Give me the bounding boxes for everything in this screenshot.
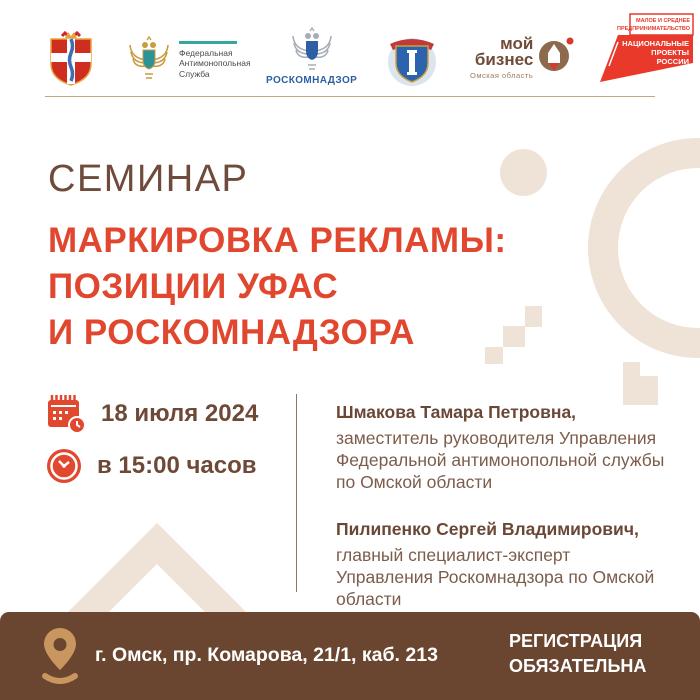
date-row [46,394,286,434]
title-line: И РОСКОМНАДЗОРА [48,313,415,352]
location-pin-icon [38,626,82,684]
datetime-block [46,394,286,498]
decor-dot [500,149,547,196]
national-projects-flag-icon [592,8,698,88]
natproject-line2: ПРОЕКТЫ [651,48,689,57]
fas-caption-line: Служба [179,68,210,79]
calendar-icon [46,394,86,434]
title-line: ПОЗИЦИИ УФАС [48,267,339,306]
natproject-top-label-1: МАЛОЕ И СРЕДНЕЕ [636,18,690,24]
vertical-divider [296,394,297,592]
natproject-top-label-2: ПРЕДПРИНИМАТЕЛЬСТВО [617,26,690,32]
registration-line: ОБЯЗАТЕЛЬНА [509,656,647,676]
fas-caption [179,41,251,80]
moi-biznes-word2: бизнес [474,50,534,69]
registration-note [509,629,646,679]
clock-icon [46,448,82,484]
decor-l-square [640,376,658,405]
decor-l-square [623,362,640,405]
omsk-city-coat-of-arms-logo [384,30,440,93]
footer-bar [0,612,700,700]
event-address: г. Омск, пр. Комарова, 21/1, каб. 213 [95,644,438,666]
decor-stair-step [525,306,542,327]
roskomnadzor-label: РОСКОМНАДЗОР [266,75,358,86]
moi-biznes-rocket-icon [538,36,574,86]
moi-biznes-region: Омская область [470,71,534,80]
speakers-block [336,402,672,636]
registration-line: РЕГИСТРАЦИЯ [509,631,643,651]
roskomnadzor-eagle-icon [286,27,338,73]
natproject-line3: РОССИИ [656,57,689,66]
roskomnadzor-logo [266,27,357,86]
seminar-kicker: СЕМИНАР [48,158,249,200]
speaker-name: Шмакова Тамара Петровна, [336,402,577,422]
decor-chevron [0,515,300,616]
speaker-item [336,402,672,493]
fas-teal-bar [179,41,237,44]
speaker-name: Пилипенко Сергей Владимирович, [336,519,639,539]
moi-biznes-word1: мой [500,34,534,53]
title-line: МАРКИРОВКА РЕКЛАМЫ: [48,221,507,260]
time-row [46,448,286,484]
fas-caption-line: Федеральная [179,47,233,58]
speaker-item [336,519,672,610]
omsk-region-coat-of-arms-logo [46,31,96,93]
speaker-role: главный специалист-эксперт Управления Роскомнадзора по Омской области [336,545,655,609]
fas-eagle-icon [126,36,172,84]
fas-caption-line: Антимонопольная [179,58,251,69]
fas-logo [126,36,251,84]
omsk-region-coat-icon [46,31,96,88]
speaker-role: заместитель руководителя Управления Федеральной антимонопольной службы по Омской области [336,428,665,492]
national-projects-logo [592,8,698,93]
event-date: 18 июля 2024 [101,400,259,427]
event-title [48,218,507,356]
decor-ring [588,138,700,358]
event-time: в 15:00 часов [97,452,257,479]
moi-biznes-logo [470,36,574,86]
natproject-line1: НАЦИОНАЛЬНЫЕ [622,39,689,48]
moi-biznes-text [470,36,533,80]
logo-row [0,0,700,100]
omsk-city-coat-icon [384,30,440,88]
header-divider [45,96,655,97]
